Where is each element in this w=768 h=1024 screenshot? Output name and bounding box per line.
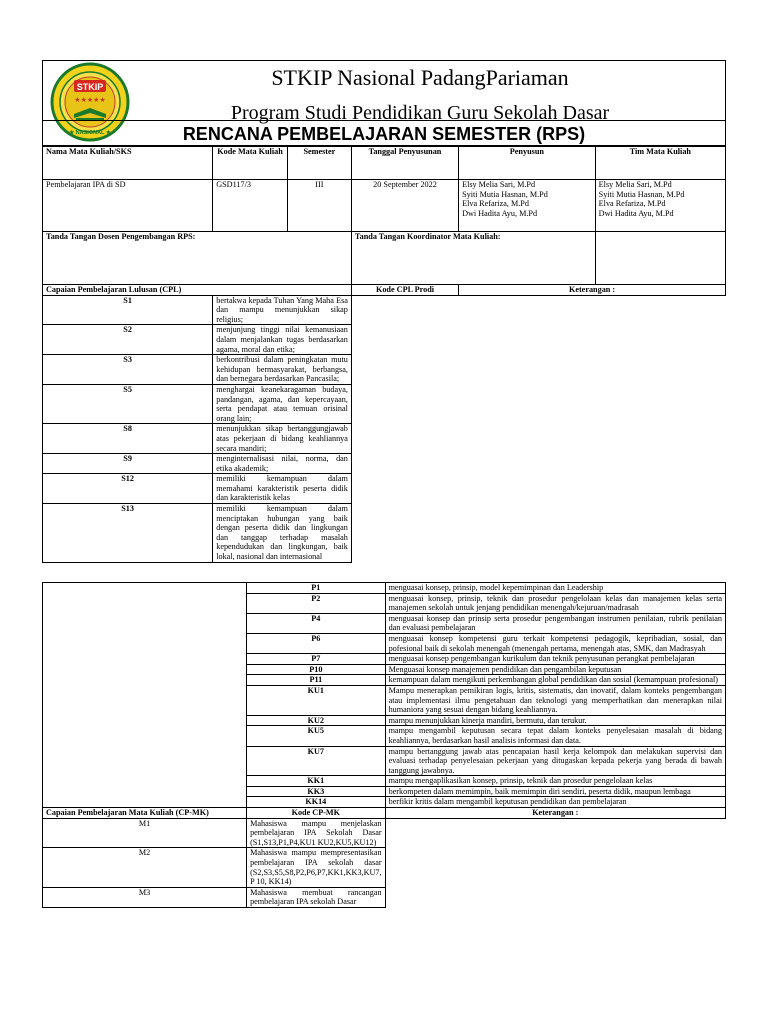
row-code: S1 — [43, 295, 213, 325]
table-row — [43, 424, 726, 454]
cpmk-code-header: Kode CP-MK — [247, 808, 385, 819]
team-member-1: Elsy Melia Sari, M.Pd — [598, 180, 672, 189]
authors-cell — [459, 180, 596, 232]
team-member-4: Dwi Hadita Ayu, M.Pd — [598, 208, 674, 218]
row-code: S5 — [43, 384, 213, 423]
row-description: kemampuan dalam mengikuti perkembangan global pendidikan dan sosial (kemampuan profesional) — [385, 675, 725, 686]
header-authors: Penyusun — [459, 147, 596, 180]
table-row — [43, 818, 726, 848]
team-member-2: Syiti Mutia Hasnan, M.Pd — [598, 189, 685, 199]
cpmk-rows — [43, 818, 726, 907]
table-row — [43, 474, 726, 504]
cpl-rows-page2 — [43, 583, 726, 808]
row-description: menguasai konsep pengembangan kurikulum dan teknik penyusunan perangkat pembelajaran — [385, 654, 725, 665]
row-code: P11 — [247, 675, 385, 686]
cpl-section-label: Capaian Pembelajaran Lulusan (CPL) — [43, 285, 352, 296]
row-code: KU5 — [247, 726, 385, 746]
row-description: bertakwa kepada Tuhan Yang Maha Esa dan mampu menunjukkan sikap religius; — [213, 295, 352, 325]
table-row — [43, 504, 726, 563]
row-code: M1 — [43, 818, 247, 848]
svg-text:STKIP: STKIP — [76, 82, 104, 92]
row-description: menunjukkan sikap bertanggungjawab atas pekerjaan di bidang keahliannya secara mandiri; — [213, 424, 352, 454]
row-code: P7 — [247, 654, 385, 665]
team-member-3: Elva Refariza, M.Pd — [598, 199, 666, 209]
row-description: berkontribusi dalam peningkatan mutu kehidupan bermasyarakat, berbangsa, dan bernegara berdasarkan Pancasila; — [213, 355, 352, 385]
header-course-code: Kode Mata Kuliah — [213, 147, 288, 180]
table-row — [43, 887, 726, 907]
info-value-row — [43, 180, 726, 232]
row-code: P2 — [247, 593, 385, 613]
program-name: Program Studi Pendidikan Guru Sekolah Dasar — [230, 102, 610, 124]
row-code: P6 — [247, 633, 385, 653]
row-description: Mahasiswa mampu menjelaskan pembelajaran IPA Sekolah Dasar (S1,S13,P1,P4,KU1 KU2,KU5,KU12) — [247, 818, 385, 848]
header-semester: Semester — [287, 147, 351, 180]
course-name: Pembelajaran IPA di SD — [43, 180, 213, 232]
row-code: P4 — [247, 613, 385, 633]
row-description: mampu mengambil keputusan secara tepat dalam konteks penyelesaian masalah di bidang keahliannya, berdasarkan hasil analisis informasi dan data. — [385, 726, 725, 746]
row-description: menguasai konsep kompetensi guru terkait kompetensi pedagogik, kepribadian, sosial, dan pofesional baik di sekolah menengah (menengah pertama, menengah atas, SMK, dan Madrasyah — [385, 633, 725, 653]
table-row — [43, 325, 726, 355]
author-2: Syiti Mutia Hasnan, M.Pd — [462, 189, 548, 199]
signature-coordinator: Tanda Tangan Koordinator Mata Kuliah: — [351, 232, 595, 285]
cpl-rows-page1 — [43, 295, 726, 562]
document-title: RENCANA PEMBELAJARAN SEMESTER (RPS) — [42, 120, 726, 146]
row-code: S12 — [43, 474, 213, 504]
row-description: berfikir kritis dalam mengambil keputusan pendidikan dan pembelajaran — [385, 797, 725, 808]
row-description: mampu bertanggung jawab atas pencapaian hasil kerja kelompok dan melakukan supervisi dan evaluasi terhadap penyelesaian pekerjaan yang ditugaskan kepada pekerja yang berada di bawah tanggung jawabnya. — [385, 746, 725, 776]
row-code: P10 — [247, 664, 385, 675]
header-date: Tanggal Penyusunan — [351, 147, 458, 180]
row-description: menguasai konsep dan prinsip serta prosedur pengembangan instrumen penilaian, rubrik penilaian dan evaluasi pembelajaran — [385, 613, 725, 633]
row-code: M2 — [43, 848, 247, 887]
row-code: KU7 — [247, 746, 385, 776]
cpl-code-header: Kode CPL Prodi — [351, 285, 458, 296]
table-row — [43, 454, 726, 474]
signature-row — [43, 232, 726, 285]
table-row — [43, 384, 726, 423]
svg-text:★★★★★: ★★★★★ — [74, 96, 106, 104]
team-cell — [595, 180, 725, 232]
row-code: KK1 — [247, 776, 385, 787]
table-row — [43, 848, 726, 887]
row-description: menghargai keanekaragaman budaya, pandangan, agama, dan kepercayaan, serta pendapat atau temuan orisinal orang lain; — [213, 384, 352, 423]
author-3: Elva Refariza, M.Pd — [462, 199, 529, 209]
date-value: 20 September 2022 — [351, 180, 458, 232]
rps-table-page2 — [42, 582, 726, 908]
row-description: Menguasai konsep manajemen pendidikan dan pengambilan keputusan — [385, 664, 725, 675]
rps-table-page1 — [42, 146, 726, 563]
row-description: berkompeten dalam memimpin, baik memimpin diri sendiri, peserta didik, maupun lembaga — [385, 786, 725, 797]
course-code: GSD117/3 — [213, 180, 288, 232]
info-header-row — [43, 147, 726, 180]
row-code: S9 — [43, 454, 213, 474]
table-row — [43, 295, 726, 325]
row-code: S3 — [43, 355, 213, 385]
cpl-desc-header: Keterangan : — [459, 285, 726, 296]
row-description: memiliki kemampuan dalam memahami karakteristik peserta didik dan karakteristik kelas — [213, 474, 352, 504]
row-code: S2 — [43, 325, 213, 355]
row-description: mampu mengaplikasikan konsep, prinsip, teknik dan prosedur pengelolaan kelas — [385, 776, 725, 787]
row-description: menguasai konsep, prinsip, teknik dan prosedur pengelolaan kelas dan manajemen kelas serta manajemen sekolah untuk jenjang pendidikan menengah/kejuruan/madrasah — [385, 593, 725, 613]
row-code: S13 — [43, 504, 213, 563]
semester-value: III — [287, 180, 351, 232]
row-description: mampu menunjukkan kinerja mandiri, bermutu, dan terukur. — [385, 715, 725, 726]
row-code: S8 — [43, 424, 213, 454]
author-1: Elsy Melia Sari, M.Pd — [462, 180, 536, 189]
svg-text:★ NASIONAL ★: ★ NASIONAL ★ — [69, 130, 111, 136]
row-description: menguasai konsep, prinsip, model kepemimpinan dan Leadership — [385, 583, 725, 594]
header-course-name: Nama Mata Kuliah/SKS — [43, 147, 213, 180]
signature-developer: Tanda Tangan Dosen Pengembangan RPS: — [43, 232, 352, 285]
row-description: memiliki kemampuan dalam menciptakan hubungan yang baik dengan peserta didik dan lingkungan dan tanggap terhadap masalah kependudukan dan lingkungan, baik lokal, nasional dan internasional — [213, 504, 352, 563]
row-code: KK14 — [247, 797, 385, 808]
row-code: P1 — [247, 583, 385, 594]
institution-name: STKIP Nasional PadangPariaman — [271, 65, 569, 90]
cpl-continued-label-cell — [43, 583, 247, 808]
row-description: Mahasiswa mampu mempresentasikan pembelajaran IPA sekolah dasar (S2,S3,S5,S8,P2,P6,P7,KK1,KK3,KU7, P 10, KK14) — [247, 848, 385, 887]
row-description: menginternalisasi nilai, norma, dan etika akademik; — [213, 454, 352, 474]
table-row — [43, 355, 726, 385]
row-code: KU1 — [247, 685, 385, 715]
row-description: Mahasiswa membuat rancangan pembelajaran IPA sekolah Dasar — [247, 887, 385, 907]
row-description: Mampu menerapkan pemikiran logis, kritis, sistematis, dan inovatif, dalam konteks pengembangan atau implementasi ilmu pengetahuan dan teknologi yang memperhatikan dan menerapkan nilai humaniora yang sesuai dengan bidang keahliannya. — [385, 685, 725, 715]
cpl-header-row — [43, 285, 726, 296]
author-4: Dwi Hadita Ayu, M.Pd — [462, 208, 538, 218]
row-description: menjunjung tinggi nilai kemanusiaan dalam menjalankan tugas berdasarkan agama, moral dan etika; — [213, 325, 352, 355]
header-team: Tim Mata Kuliah — [595, 147, 725, 180]
cpmk-section-label: Capaian Pembelajaran Mata Kuliah (CP-MK) — [43, 808, 247, 819]
cpmk-desc-header: Keterangan : — [385, 808, 725, 819]
row-code: KK3 — [247, 786, 385, 797]
row-code: KU2 — [247, 715, 385, 726]
cpmk-header-row — [43, 808, 726, 819]
signature-head-spacer — [595, 232, 725, 285]
table-row — [43, 583, 726, 594]
row-code: M3 — [43, 887, 247, 907]
